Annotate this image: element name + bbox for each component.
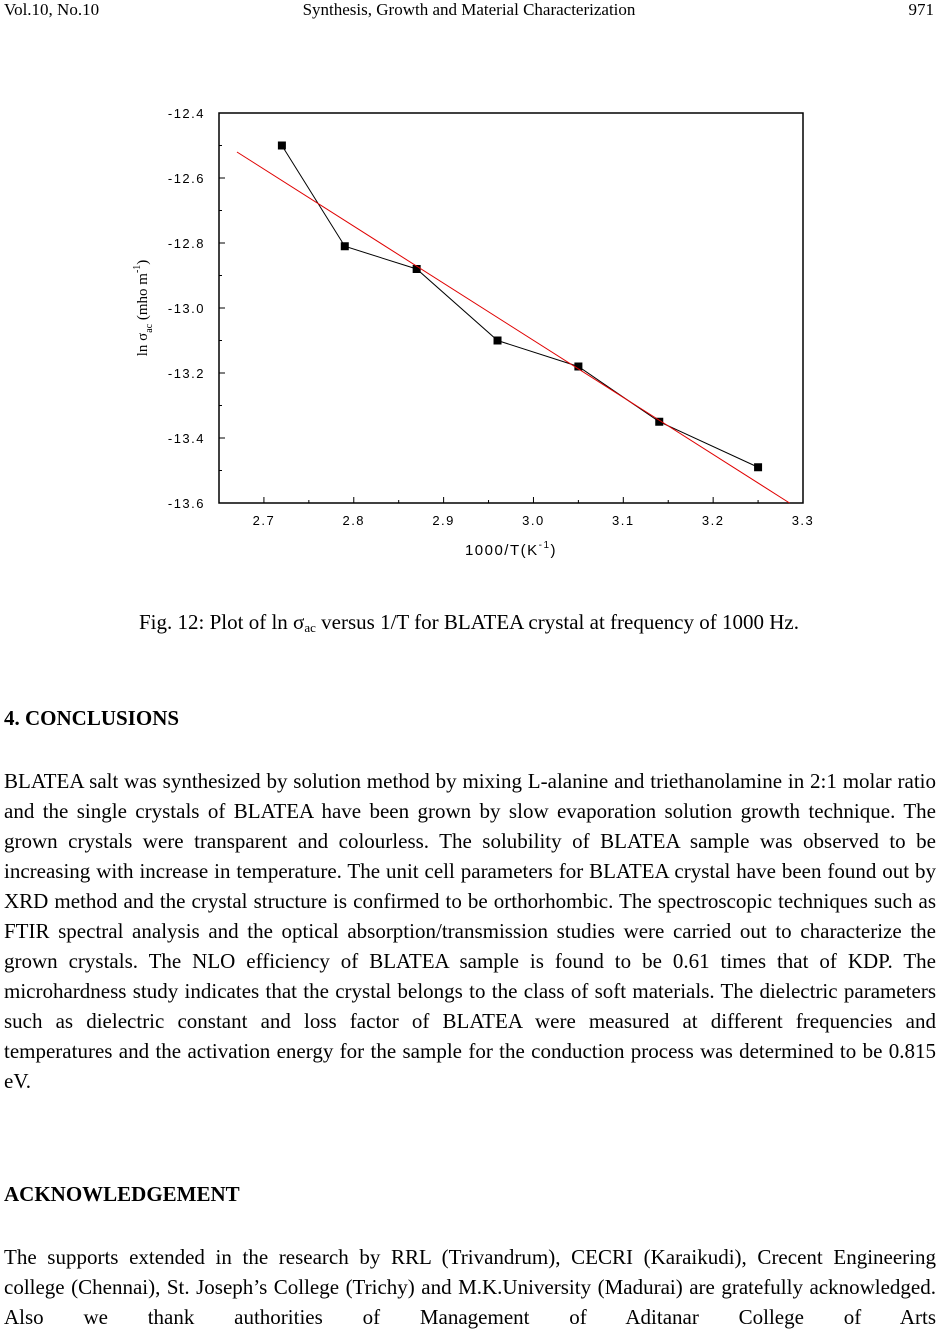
acknowledgement-paragraph: The supports extended in the research by RRL (Trivandrum), CECRI (Karaikudi), Crecent Engineering college (Chennai), St. Joseph’s College (Trichy) and M.K.University (Madurai) are gratefully acknowledged. Also we thank authorities of Management of Aditanar College of Arts	[4, 1245, 936, 1329]
data-point-marker	[341, 242, 349, 250]
figure-12-chart	[0, 90, 938, 580]
figure-caption: Fig. 12: Plot of $\ln \sigma_{ac}$ versus 1/T for BLATEA crystal at frequency of 1000 Hz.	[139, 610, 799, 635]
y-tick-label: -13.4	[167, 431, 205, 446]
conclusions-paragraph: BLATEA salt was synthesized by solution method by mixing L-alanine and triethanolamine in 2:1 molar ratio and the single crystals of BLATEA have been grown by slow evaporation solution growth technique. The grown crystals were transparent and colourless. The solubility of BLATEA sample was observed to be increasing with increase in temperature. The unit cell parameters for BLATEA crystal have been found out by XRD method and the crystal structure is confirmed to be orthorhombic. The spectroscopic techniques such as FTIR spectral analysis and the optical absorption/transmission studies were carried out to characterize the grown crystals. The NLO efficiency of BLATEA sample is found to be 0.61 times that of KDP. The microhardness study indicates that the crystal belongs to the class of soft materials. The dielectric parameters such as dielectric constant and loss factor of BLATEA were measured at different frequencies and temperatures and the activation energy for the sample for the conduction process was determined to be 0.815 eV.	[4, 769, 936, 1093]
x-axis-label: $1000/T(K^{-1})$	[464, 540, 558, 559]
y-tick-label: -12.8	[167, 236, 205, 251]
y-axis-label: $\ln \sigma_{ac}$ (mho $m^{-1}$)	[132, 259, 155, 357]
y-tick-label: -13.0	[167, 301, 205, 316]
y-tick-label: -13.6	[167, 496, 205, 511]
series-layer	[237, 142, 790, 504]
x-tick-label: 2.8	[342, 513, 366, 528]
x-tick-label: 3.0	[522, 513, 545, 528]
y-tick-label: -13.2	[167, 366, 205, 381]
data-point-marker	[754, 463, 762, 471]
data-point-marker	[278, 142, 286, 150]
data-point-marker	[494, 337, 502, 345]
running-head	[4, 0, 934, 22]
x-tick-label: 3.3	[791, 513, 815, 528]
y-tick-label: -12.4	[167, 106, 205, 121]
acknowledgement-heading: ACKNOWLEDGEMENT	[4, 1182, 240, 1206]
plot-frame	[219, 113, 803, 503]
data-series-line	[282, 146, 758, 468]
linear-fit-line	[237, 152, 790, 503]
y-axis-ticks	[168, 106, 225, 511]
journal-volume: Vol.10, No.10	[4, 0, 100, 19]
conclusions-heading: 4. CONCLUSIONS	[4, 706, 180, 730]
page-number: 971	[908, 0, 934, 19]
x-tick-label: 2.7	[252, 513, 276, 528]
running-title: Synthesis, Growth and Material Characterization	[302, 0, 636, 19]
x-tick-label: 2.9	[432, 513, 455, 528]
y-tick-label: -12.6	[167, 171, 205, 186]
x-tick-label: 3.1	[612, 513, 635, 528]
x-tick-label: 3.2	[701, 513, 725, 528]
x-axis-ticks	[219, 497, 814, 528]
